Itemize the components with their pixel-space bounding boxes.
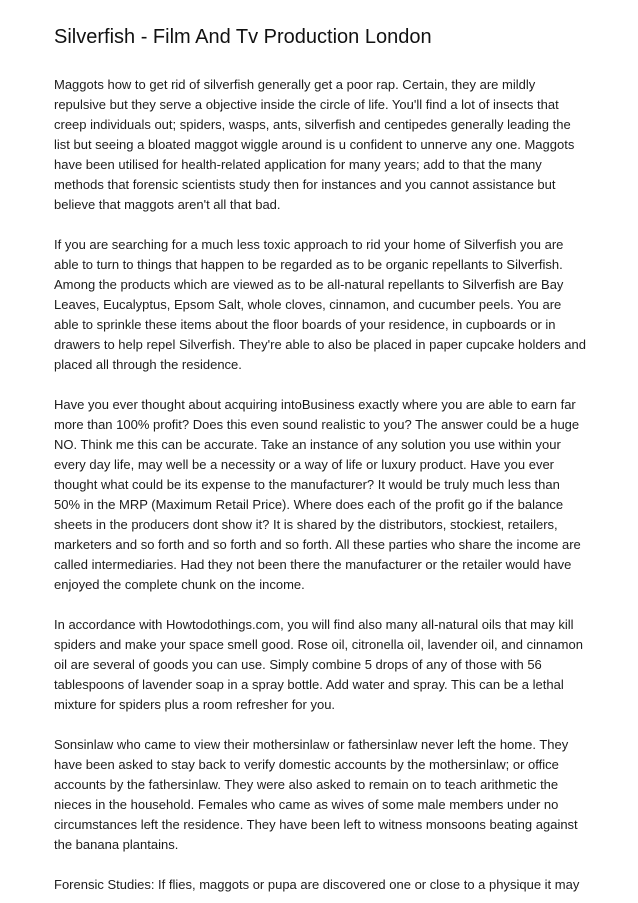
paragraph-maggots: Maggots how to get rid of silverfish generally get a poor rap. Certain, they are mildly repulsive but they serve a objective inside the circle of life. You'll find a lot of insects that creep individuals out; spiders, wasps, ants, silverfish and centipedes generally leading the list but seeing a bloated maggot wiggle around is u confident to unnerve any one. Maggots have been utilised for health-related application for many years; add to that the many methods that forensic scientists study then for instances and you cannot assistance but believe that maggots aren't all that bad. [54,77,575,212]
paragraph-business-profit: Have you ever thought about acquiring intoBusiness exactly where you are able to earn far more than 100% profit? Does this even sound realistic to you? The answer could be a huge NO. Think me this can be accurate. Take an instance of any solution you use within your every day life, may well be a necessity or a way of life or luxury product. Have you ever thought what could be its expense to the manufacturer? It would be truly much less than 50% in the MRP (Maximum Retail Price). Where does each of the profit go if the balance sheets in the producers dont show it? It is shared by the distributors, stockiest, retailers, marketers and so forth and so forth and so forth. All these parties who share the income are called intermediaries. Had they not been there the manufacturer or the retailer would have enjoyed the complete chunk on the income. [54,397,581,592]
document-title: Silverfish - Film And Tv Production London [54,26,432,48]
paragraph-natural-oils: In accordance with Howtodothings.com, you will find also many all-natural oils that may kill spiders and make your space smell good. Rose oil, citronella oil, lavender oil, and cinnamon oil are several of goods you can use. Simply combine 5 drops of any of those with 56 tablespoons of lavender soap in a spray bottle. Add water and spray. This can be a lethal mixture for spiders plus a room refresher for you. [54,617,583,712]
paragraph-household: Sonsinlaw who came to view their mothersinlaw or fathersinlaw never left the home. They have been asked to stay back to verify domestic accounts by the mothersinlaw; or office accounts by the fathersinlaw. They were also asked to remain on to teach arithmetic the nieces in the household. Females who came as wives of some male members under no circumstances left the residence. They have been left to witness monsoons beating against the banana plantains. [54,737,578,852]
paragraph-repellants: If you are searching for a much less toxic approach to rid your home of Silverfish you are able to turn to things that happen to be regarded as to be organic repellants to Silverfish. Among the products which are viewed as to be all-natural repellants to Silverfish are Bay Leaves, Eucalyptus, Epsom Salt, whole cloves, cinnamon, and cucumber peels. You are able to sprinkle these items about the floor boards of your residence, in cupboards or in drawers to help repel Silverfish. They're able to also be placed in paper cupcake holders and placed all through the residence. [54,237,586,372]
paragraph-forensic-studies: Forensic Studies: If flies, maggots or pupa are discovered one or close to a physique it may [54,877,580,892]
